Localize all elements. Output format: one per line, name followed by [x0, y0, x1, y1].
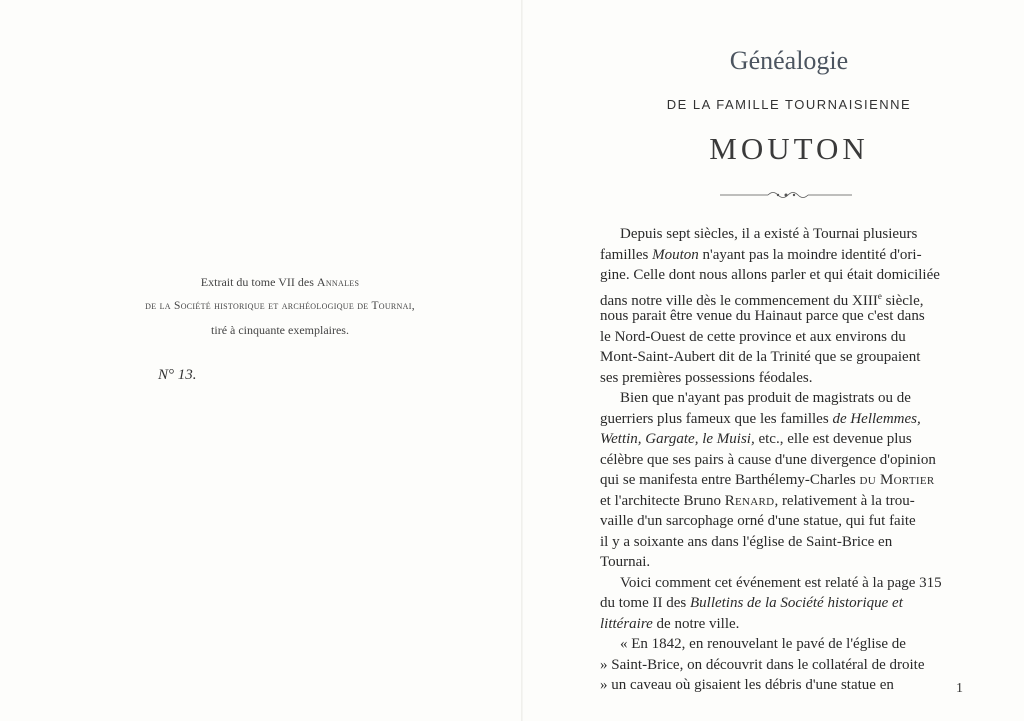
text-run: familles — [600, 246, 653, 263]
offprint-line-3: tiré à cinquante exemplaires. — [211, 323, 349, 337]
body-text — [600, 224, 1024, 696]
small-caps-run: du Mortier — [859, 472, 935, 488]
offprint-line-2-suffix: , — [411, 300, 415, 312]
page-title: Généalogie — [729, 46, 849, 75]
text-run: du tome II des — [600, 595, 690, 611]
text-line: « En 1842, en renouvelant le pavé de l'église de — [620, 636, 906, 652]
text-line: nous parait être venue du Hainaut parce que c'est dans — [600, 308, 925, 324]
italic-run: Wettin, Gargate, le Muisi, — [600, 431, 755, 447]
page-number: 1 — [956, 681, 963, 696]
italic-run: Bulletins de la Société historique et — [689, 595, 903, 611]
text-line — [600, 409, 1024, 430]
text-run: n'ayant pas la moindre identité d'ori- — [698, 246, 922, 263]
annales-small-caps: Annales — [316, 275, 360, 289]
offprint-notice — [100, 272, 460, 344]
text-run: guerriers plus fameux que les familles — [600, 410, 833, 427]
text-line: Bien que n'ayant pas produit de magistrats ou de — [620, 390, 911, 406]
text-line — [600, 614, 1024, 635]
society-name: Société historique et archéologique de Tournai — [174, 300, 412, 312]
text-line: vaille d'un sarcophage orné d'une statue, qui fut faite — [600, 513, 916, 529]
text-line: ses premières possessions féodales. — [600, 369, 813, 386]
text-line — [600, 491, 1024, 512]
page-subtitle: DE LA FAMILLE TOURNAISIENNE — [666, 97, 912, 112]
offprint-line-2-prefix: de la — [145, 300, 175, 312]
decorative-rule-ornament-icon — [720, 188, 852, 202]
text-line — [600, 245, 1024, 266]
text-line: gine. Celle dont nous allons parler et qui était domiciliée — [600, 267, 940, 283]
text-line: il y a soixante ans dans l'église de Saint-Brice en — [600, 533, 893, 550]
text-line: Mont-Saint-Aubert dit de la Trinité que se groupaient — [600, 349, 921, 365]
page-gutter — [521, 0, 523, 721]
italic-run: de Hellemmes, — [832, 410, 921, 427]
copy-number-handwritten: 13. — [177, 367, 197, 383]
text-line — [600, 470, 1024, 491]
small-caps-run: Renard — [724, 492, 775, 509]
text-line: célèbre que ses pairs à cause d'une divergence d'opinion — [600, 451, 936, 468]
text-run: , relativement à la trou- — [774, 492, 915, 509]
text-line: » un caveau où gisaient les débris d'une statue en — [600, 677, 894, 693]
text-line: Depuis sept siècles, il a existé à Tournai plusieurs — [620, 226, 918, 242]
copy-number — [158, 367, 197, 384]
text-line — [600, 429, 1024, 450]
text-run: siècle, — [881, 292, 924, 309]
text-run: de notre ville. — [652, 615, 740, 632]
offprint-line-1 — [100, 272, 460, 296]
superscript: e — [877, 290, 882, 301]
text-line: Tournai. — [600, 554, 651, 570]
italic-run: littéraire — [600, 615, 653, 632]
text-run: et l'architecte Bruno — [600, 492, 725, 509]
family-surname: MOUTON — [709, 131, 869, 166]
text-run: qui se manifesta entre Barthélemy-Charles — [600, 472, 860, 488]
text-line: » Saint-Brice, on découvrit dans le collatéral de droite — [600, 656, 925, 673]
text-line: le Nord-Ouest de cette province et aux environs du — [600, 328, 906, 345]
text-run: etc., elle est devenue plus — [754, 431, 912, 447]
text-line: Voici comment cet événement est relaté à la page 315 — [620, 574, 942, 591]
offprint-line-1-text: Extrait du tome VII des — [200, 275, 317, 289]
right-page — [524, 0, 1024, 721]
italic-run: Mouton — [652, 246, 699, 263]
text-run: dans notre ville dès le commencement du XIII — [600, 292, 878, 309]
text-line — [600, 286, 1024, 307]
text-line — [600, 593, 1024, 614]
offprint-line-2 — [100, 296, 460, 320]
copy-number-prefix: N° — [158, 367, 178, 383]
